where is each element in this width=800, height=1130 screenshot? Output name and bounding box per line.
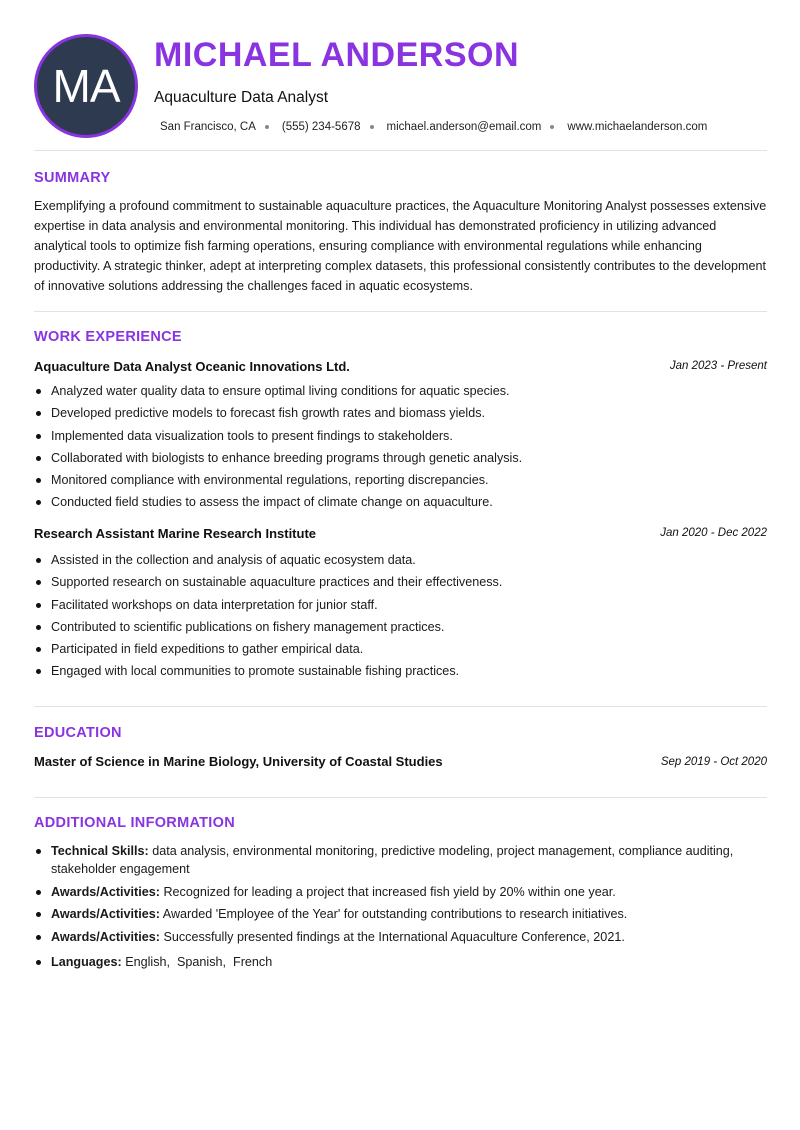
job-dates: Jan 2023 - Present bbox=[669, 360, 767, 372]
additional-heading: ADDITIONAL INFORMATION bbox=[34, 815, 235, 831]
list-item: Developed predictive models to forecast fish growth rates and biomass yields. bbox=[34, 402, 767, 424]
job-title: Research Assistant Marine Research Institute bbox=[34, 526, 317, 541]
avatar bbox=[34, 34, 138, 138]
contact-website[interactable]: www.michaelanderson.com bbox=[567, 121, 708, 133]
divider bbox=[34, 706, 767, 707]
info-label: Technical Skills: bbox=[51, 844, 149, 858]
info-label: Awards/Activities: bbox=[51, 907, 160, 921]
contact-email[interactable]: michael.anderson@email.com bbox=[386, 121, 542, 133]
job-header bbox=[34, 526, 767, 544]
job-bullets bbox=[34, 549, 767, 683]
summary-heading: SUMMARY bbox=[34, 170, 111, 186]
job-header bbox=[34, 359, 767, 377]
contact-line bbox=[160, 121, 707, 133]
divider bbox=[34, 150, 767, 151]
list-item: Monitored compliance with environmental regulations, reporting discrepancies. bbox=[34, 469, 767, 491]
list-item: Supported research on sustainable aquaculture practices and their effectiveness. bbox=[34, 571, 767, 593]
education-entry bbox=[34, 754, 767, 772]
list-item: Contributed to scientific publications on fishery management practices. bbox=[34, 616, 767, 638]
list-item bbox=[34, 905, 767, 923]
info-text: data analysis, environmental monitoring, predictive modeling, project management, compliance auditing, stakeholder engagement bbox=[51, 844, 734, 876]
resume-header bbox=[34, 34, 767, 144]
contact-location: San Francisco, CA bbox=[160, 121, 256, 133]
list-item: Facilitated workshops on data interpretation for junior staff. bbox=[34, 594, 767, 616]
education-heading: EDUCATION bbox=[34, 725, 122, 741]
job-title: Aquaculture Data Analyst Oceanic Innovations Ltd. bbox=[34, 359, 350, 374]
list-item bbox=[34, 883, 767, 901]
info-label: Awards/Activities: bbox=[51, 929, 160, 944]
experience-heading: WORK EXPERIENCE bbox=[34, 329, 182, 345]
list-item: Engaged with local communities to promote sustainable fishing practices. bbox=[34, 660, 767, 682]
avatar-initials: MA bbox=[52, 60, 120, 112]
divider bbox=[34, 311, 767, 312]
degree: Master of Science in Marine Biology, University of Coastal Studies bbox=[34, 754, 443, 769]
summary-text: Exemplifying a profound commitment to sustainable aquaculture practices, the Aquaculture Monitoring Analyst possesses extensive expertise in data analysis and environmental monitoring. This individual has demonstrated proficiency in utilizing advanced analytical tools to optimize fish farming operations, ensuring compliance with environmental regulations while enhancing productivity. A strategic thinker, adept at interpreting complex datasets, this professional consistently contributes to the development of innovative solutions addressing the challenges faced in aquatic ecosystems. bbox=[34, 199, 767, 293]
separator-dot bbox=[550, 125, 554, 129]
list-item bbox=[34, 953, 767, 971]
info-label: Awards/Activities: bbox=[51, 884, 160, 899]
list-item: Collaborated with biologists to enhance breeding programs through genetic analysis. bbox=[34, 447, 767, 469]
info-text: Successfully presented findings at the International Aquaculture Conference, 2021. bbox=[163, 929, 625, 944]
list-item bbox=[34, 928, 767, 946]
separator-dot bbox=[265, 125, 269, 129]
info-text: English, Spanish, French bbox=[125, 954, 273, 969]
list-item: Implemented data visualization tools to present findings to stakeholders. bbox=[34, 425, 767, 447]
candidate-name: MICHAEL ANDERSON bbox=[154, 36, 520, 74]
separator-dot bbox=[370, 125, 374, 129]
divider bbox=[34, 797, 767, 798]
additional-list bbox=[34, 842, 767, 975]
education-dates: Sep 2019 - Oct 2020 bbox=[660, 756, 767, 768]
candidate-role: Aquaculture Data Analyst bbox=[154, 89, 329, 106]
list-item: Analyzed water quality data to ensure optimal living conditions for aquatic species. bbox=[34, 380, 767, 402]
info-text: Awarded 'Employee of the Year' for outstanding contributions to research initiatives. bbox=[162, 907, 628, 921]
list-item: Assisted in the collection and analysis of aquatic ecosystem data. bbox=[34, 549, 767, 571]
job-bullets bbox=[34, 380, 767, 514]
info-label: Languages: bbox=[51, 954, 122, 969]
job-dates: Jan 2020 - Dec 2022 bbox=[660, 527, 767, 539]
list-item bbox=[34, 842, 767, 878]
list-item: Conducted field studies to assess the impact of climate change on aquaculture. bbox=[34, 491, 767, 513]
info-text: Recognized for leading a project that increased fish yield by 20% within one year. bbox=[163, 884, 616, 899]
contact-phone[interactable]: (555) 234-5678 bbox=[281, 121, 361, 133]
list-item: Participated in field expeditions to gather empirical data. bbox=[34, 638, 767, 660]
